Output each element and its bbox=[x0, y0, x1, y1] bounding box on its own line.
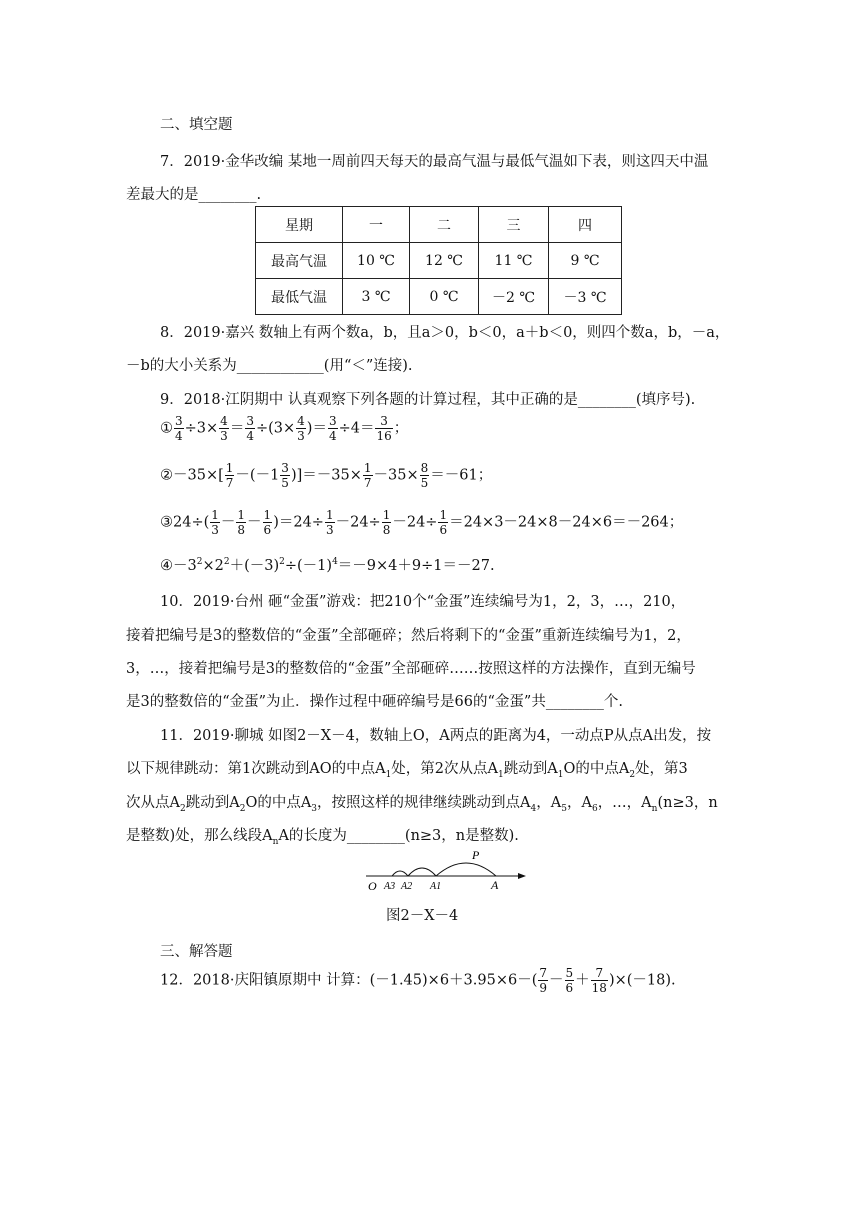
subscript: 1 bbox=[498, 769, 504, 780]
fraction bbox=[280, 461, 290, 490]
text: 次从点A bbox=[126, 795, 180, 811]
fraction bbox=[236, 508, 246, 537]
label-a: A bbox=[491, 878, 499, 892]
denominator: 16 bbox=[376, 429, 392, 443]
subscript: 4 bbox=[530, 803, 537, 814]
numerator: 8 bbox=[420, 461, 429, 475]
q9-expression-2 bbox=[160, 461, 492, 490]
expr-text: ＝ bbox=[229, 420, 245, 437]
numerator: 1 bbox=[237, 508, 246, 522]
fraction bbox=[174, 414, 184, 443]
denominator: 6 bbox=[565, 981, 574, 995]
q9-expression-1 bbox=[160, 414, 408, 443]
q9-line1: 9．2018·江阴期中 认真观察下列各题的计算过程，其中正确的是________(填序号). bbox=[160, 392, 696, 408]
expr-text: )×(－18). bbox=[608, 972, 676, 989]
label-1: ① bbox=[160, 420, 173, 437]
expr-text: ＝－61； bbox=[430, 467, 493, 484]
numerator: 3 bbox=[328, 414, 337, 428]
denominator: 3 bbox=[220, 429, 228, 443]
text: ，…，A bbox=[597, 795, 652, 811]
table-cell: 9 ℃ bbox=[549, 243, 622, 279]
expr-text: － bbox=[549, 972, 564, 989]
table-cell: 11 ℃ bbox=[479, 243, 549, 279]
q11-line1: 11．2019·聊城 如图2－X－4，数轴上O，A两点的距离为4，一动点P从点A出发，按 bbox=[160, 728, 712, 744]
exponent: 2 bbox=[279, 557, 285, 568]
table-row bbox=[256, 279, 622, 315]
label-a2: A2 bbox=[401, 881, 413, 892]
denominator: 7 bbox=[363, 476, 372, 490]
table-cell: 12 ℃ bbox=[410, 243, 479, 279]
expr-text: ； bbox=[393, 420, 409, 437]
text: 处，第2次从点A bbox=[391, 761, 498, 777]
fraction bbox=[375, 414, 392, 443]
q9-expression-4 bbox=[160, 554, 495, 575]
table-cell: －2 ℃ bbox=[479, 279, 549, 315]
text: 跳动到A bbox=[503, 761, 558, 777]
section-answer-heading: 三、解答题 bbox=[160, 944, 233, 960]
fraction bbox=[565, 966, 575, 995]
fraction bbox=[325, 508, 335, 537]
denominator: 18 bbox=[591, 981, 607, 995]
fraction bbox=[438, 508, 448, 537]
text: 以下规律跳动：第1次跳动到AO的中点A bbox=[126, 761, 386, 777]
table-cell: 三 bbox=[479, 207, 549, 243]
expr-text: ④－3 bbox=[160, 558, 197, 574]
subscript: 2 bbox=[239, 803, 246, 814]
subscript: n bbox=[651, 803, 658, 814]
numerator: 3 bbox=[246, 414, 254, 428]
text: O的中点A bbox=[563, 761, 630, 777]
exponent: 2 bbox=[196, 557, 203, 568]
table-cell: 10 ℃ bbox=[343, 243, 410, 279]
table-row bbox=[256, 207, 622, 243]
q8-line2: －b的大小关系为____________(用“＜”连接). bbox=[126, 358, 413, 374]
denominator: 4 bbox=[246, 429, 254, 443]
subscript: 5 bbox=[561, 803, 567, 814]
table-cell: 二 bbox=[410, 207, 479, 243]
q9-expression-3 bbox=[160, 508, 683, 537]
fraction bbox=[328, 414, 338, 443]
denominator: 5 bbox=[420, 476, 429, 490]
numerator: 1 bbox=[263, 508, 272, 522]
numerator: 1 bbox=[439, 508, 448, 522]
text: A的长度为________(n≥3，n是整数). bbox=[278, 828, 519, 844]
expr-text: ÷(3× bbox=[255, 420, 296, 437]
figure-caption: 图2－X－4 bbox=[386, 908, 459, 924]
expr-text: ②－35×[ bbox=[160, 467, 224, 484]
numerator: 7 bbox=[591, 966, 608, 981]
subscript: n bbox=[272, 836, 279, 847]
temperature-table bbox=[255, 206, 622, 315]
expr-text: －24÷ bbox=[335, 514, 381, 531]
denominator: 3 bbox=[297, 429, 305, 443]
expr-text: － bbox=[220, 514, 236, 531]
number-line-figure bbox=[360, 848, 530, 894]
numerator: 4 bbox=[220, 414, 228, 428]
table-cell: 3 ℃ bbox=[343, 279, 410, 315]
section-fill-blank-heading: 二、填空题 bbox=[160, 117, 233, 133]
expr-text: ＝24×3－24×8－24×6＝－264； bbox=[449, 514, 684, 531]
fraction bbox=[245, 414, 255, 443]
expr-text: －(－1 bbox=[235, 467, 280, 484]
fraction bbox=[420, 461, 430, 490]
fraction bbox=[219, 414, 229, 443]
expr-text: －35× bbox=[373, 467, 419, 484]
fraction bbox=[538, 966, 548, 995]
expr-text: )＝24÷ bbox=[273, 514, 324, 531]
q11-line3 bbox=[126, 791, 718, 814]
q10-line3: 3，…，接着把编号是3的整数倍的“金蛋”全部砸碎……按照这样的方法操作，直到无编号 bbox=[126, 661, 696, 677]
expr-text: )＝ bbox=[306, 420, 327, 437]
numerator: 1 bbox=[211, 508, 219, 522]
expr-text: ＋(－3) bbox=[229, 558, 280, 574]
denominator: 8 bbox=[382, 523, 391, 537]
expr-text: ＝－9×4＋9÷1＝－27. bbox=[337, 558, 495, 574]
label-a1: A1 bbox=[430, 881, 442, 892]
subscript: 3 bbox=[311, 803, 318, 814]
expr-text: ③24÷( bbox=[160, 514, 210, 531]
subscript: 2 bbox=[629, 769, 636, 780]
denominator: 6 bbox=[263, 523, 272, 537]
text: ，A bbox=[536, 795, 562, 811]
numerator: 3 bbox=[375, 414, 392, 429]
label-a3: A3 bbox=[384, 881, 396, 892]
expr-text: ＋ bbox=[575, 972, 590, 989]
text: ，按照这样的规律继续跳动到点A bbox=[317, 795, 531, 811]
expr-text: － bbox=[247, 514, 262, 531]
numerator: 3 bbox=[281, 461, 289, 475]
label-p: P bbox=[472, 848, 480, 862]
q8-line1: 8．2019·嘉兴 数轴上有两个数a，b，且a＞0，b＜0，a＋b＜0，则四个数a，b，－a， bbox=[160, 325, 730, 341]
fraction bbox=[591, 966, 608, 995]
fraction bbox=[296, 414, 306, 443]
q7-line1: 7．2019·金华改编 某地一周前四天每天的最高气温与最低气温如下表，则这四天中温 bbox=[160, 154, 709, 170]
text: 处，第3 bbox=[635, 761, 688, 777]
denominator: 3 bbox=[211, 523, 219, 537]
fraction bbox=[363, 461, 373, 490]
subscript: 6 bbox=[591, 803, 598, 814]
table-cell: 最低气温 bbox=[256, 279, 343, 315]
numerator: 3 bbox=[175, 414, 183, 428]
numerator: 4 bbox=[297, 414, 305, 428]
numerator: 1 bbox=[225, 461, 234, 475]
denominator: 9 bbox=[539, 981, 548, 995]
denominator: 5 bbox=[281, 476, 289, 490]
text: (n≥3，n bbox=[657, 795, 718, 811]
q10-line4: 是3的整数倍的“金蛋”为止．操作过程中砸碎编号是66的“金蛋”共________个. bbox=[126, 694, 623, 710]
exponent: 4 bbox=[332, 557, 338, 568]
exponent: 2 bbox=[223, 557, 230, 568]
arrow-head bbox=[518, 873, 526, 879]
jump-arc-1 bbox=[436, 863, 496, 876]
q7-line2: 差最大的是________. bbox=[126, 187, 262, 203]
expr-text: ÷(－1) bbox=[284, 558, 333, 574]
numerator: 1 bbox=[382, 508, 391, 522]
q11-line2 bbox=[126, 757, 688, 780]
table-cell: 四 bbox=[549, 207, 622, 243]
denominator: 6 bbox=[439, 523, 448, 537]
table-cell: －3 ℃ bbox=[549, 279, 622, 315]
numerator: 5 bbox=[565, 966, 574, 980]
q10-line1: 10．2019·台州 砸“金蛋”游戏：把210个“金蛋”连续编号为1，2，3，…，210， bbox=[160, 594, 686, 610]
numerator: 1 bbox=[363, 461, 372, 475]
fraction bbox=[263, 508, 273, 537]
fraction bbox=[225, 461, 235, 490]
text: ，A bbox=[566, 795, 592, 811]
expr-text: 12．2018·庆阳镇原期中 计算：(－1.45)×6＋3.95×6－( bbox=[160, 972, 538, 989]
table-row bbox=[256, 243, 622, 279]
label-o: O bbox=[368, 879, 377, 893]
expr-text: ÷3× bbox=[184, 420, 219, 437]
fraction bbox=[382, 508, 392, 537]
denominator: 7 bbox=[225, 476, 234, 490]
text: 跳动到A bbox=[185, 795, 240, 811]
subscript: 1 bbox=[385, 769, 392, 780]
expr-text: )]＝－35× bbox=[290, 467, 362, 484]
q10-line2: 接着把编号是3的整数倍的“金蛋”全部砸碎；然后将剩下的“金蛋”重新连续编号为1，2， bbox=[126, 628, 691, 644]
table-cell: 一 bbox=[343, 207, 410, 243]
numerator: 7 bbox=[539, 966, 548, 980]
jump-arc-3 bbox=[392, 871, 408, 876]
table-cell: 最高气温 bbox=[256, 243, 343, 279]
expr-text: ×2 bbox=[202, 558, 224, 574]
subscript: 1 bbox=[557, 769, 564, 780]
denominator: 4 bbox=[175, 429, 183, 443]
table-cell: 星期 bbox=[256, 207, 343, 243]
expr-text: －24÷ bbox=[392, 514, 438, 531]
denominator: 8 bbox=[237, 523, 246, 537]
table-cell: 0 ℃ bbox=[410, 279, 479, 315]
jump-arc-2 bbox=[408, 868, 436, 876]
subscript: 2 bbox=[179, 803, 186, 814]
text: O的中点A bbox=[245, 795, 312, 811]
fraction bbox=[210, 508, 220, 537]
expr-text: ÷4＝ bbox=[338, 420, 375, 437]
q12-line bbox=[160, 966, 676, 995]
text: 是整数)处，那么线段A bbox=[126, 828, 273, 844]
numerator: 1 bbox=[325, 508, 334, 522]
denominator: 3 bbox=[325, 523, 334, 537]
q11-line4 bbox=[126, 824, 519, 847]
denominator: 4 bbox=[328, 429, 337, 443]
